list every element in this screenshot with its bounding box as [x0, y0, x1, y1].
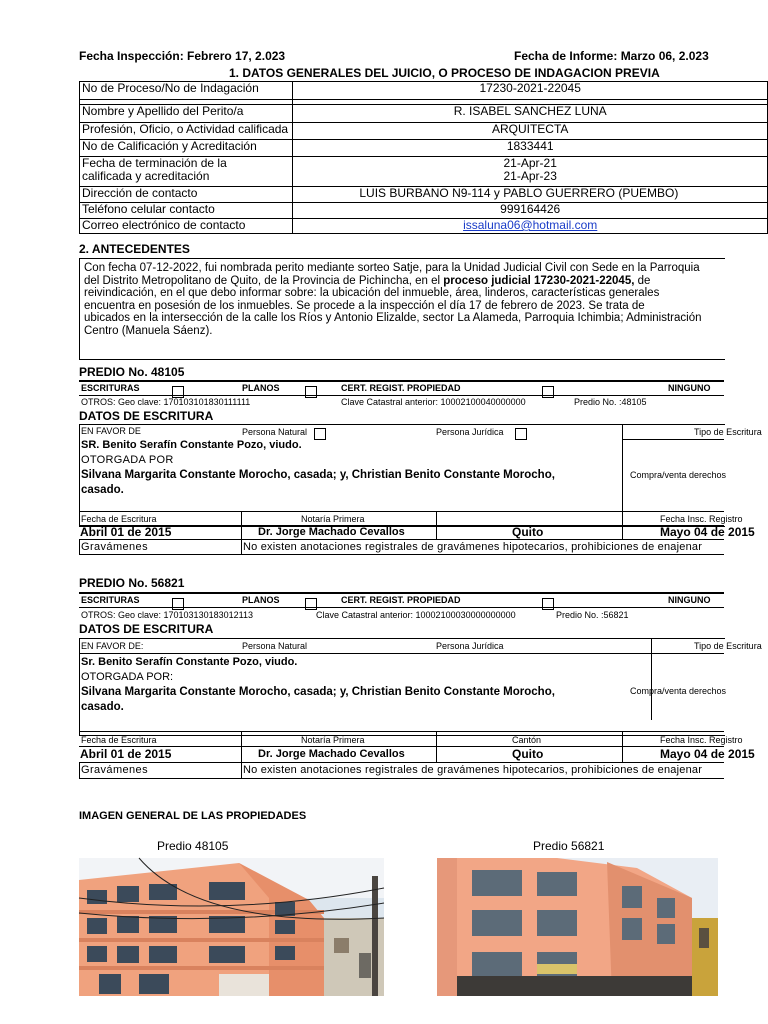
- label-fecha-terminacion: [80, 157, 293, 187]
- predio1-fecha-insc: Mayo 04 de 2015: [660, 525, 755, 539]
- predio2-persona-natural: Persona Natural: [242, 641, 308, 651]
- fecha-inspeccion: Fecha Inspección: Febrero 17, 2.023: [79, 49, 286, 63]
- predio1-ninguno: NINGUNO: [668, 383, 711, 393]
- label-proceso: No de Proceso/No de Indagación: [80, 82, 293, 100]
- antecedentes-text: [84, 262, 718, 337]
- value-calificacion: 1833441: [293, 140, 768, 157]
- predio1-persona-natural-checkbox[interactable]: [314, 428, 326, 440]
- predio2-otorgada-1: Silvana Margarita Constante Morocho, casada; y, Christian Benito Constante Morocho,: [81, 686, 555, 698]
- label-fecha-terminacion-line2: calificada y acreditación: [82, 169, 210, 183]
- predio1-persona-natural: Persona Natural: [242, 427, 308, 437]
- value-fecha-terminacion-2: 21-Apr-23: [503, 169, 557, 183]
- predio1-otros: OTROS: Geo clave: 170103101830111111: [81, 397, 251, 407]
- building-photo-1: [79, 858, 384, 996]
- predio2-clave-anterior: Clave Catastral anterior: 10002100030000000000: [316, 610, 516, 620]
- predio2-grav-label: Gravámenes: [81, 764, 148, 776]
- predio2-escrituras: ESCRITURAS: [81, 595, 140, 605]
- value-fecha-terminacion: [293, 157, 768, 187]
- predio1-tipo-value: Compra/venta derechos: [630, 470, 727, 480]
- photo-predio-56821: [437, 858, 718, 996]
- predio2-favor: Sr. Benito Serafín Constante Pozo, viudo.: [81, 656, 298, 668]
- predio1-rule-2: [79, 395, 724, 396]
- predio1-tipo-rule: [622, 439, 724, 440]
- value-fecha-terminacion-1: 21-Apr-21: [503, 156, 557, 170]
- predio1-title: PREDIO No. 48105: [79, 365, 185, 379]
- building-photo-2: [437, 858, 718, 996]
- predio1-otorgada-label: OTORGADA POR: [81, 454, 174, 466]
- predio2-fecha-rule: [79, 731, 724, 732]
- general-data-table: [79, 81, 768, 234]
- predio1-persona-juridica-checkbox[interactable]: [515, 428, 527, 440]
- antecedentes-line-4: encuentra en posesión de los inmuebles. Se procede a la inspección el día 17 de febrero de 2023. Se trata de: [84, 299, 645, 312]
- antecedentes-line-2a: del Distrito Metropolitano de Quito, de la Provincia de Pichincha, en el: [84, 274, 444, 287]
- predio2-tipo-divider: [651, 638, 652, 720]
- predio2-datos-title: DATOS DE ESCRITURA: [79, 622, 214, 636]
- predio2-canton: Quito: [512, 747, 544, 761]
- predio1-fecha-rule: [79, 511, 724, 512]
- value-direccion: LUIS BURBANO N9-114 y PABLO GUERRERO (PUEMBO): [293, 187, 768, 203]
- photo-predio-48105: [79, 858, 384, 996]
- predio2-grav-rule: [79, 762, 724, 763]
- predio1-canton: Quito: [512, 525, 544, 539]
- predio2-notario: Dr. Jorge Machado Cevallos: [258, 748, 405, 760]
- predio2-tipo-value: Compra/venta derechos: [630, 686, 727, 696]
- predio2-planos-checkbox[interactable]: [305, 598, 317, 610]
- proceso-judicial-bold: proceso judicial 17230-2021-22045,: [443, 274, 635, 287]
- predio1-fecha-label: Fecha de Escritura: [81, 514, 157, 524]
- predio1-cert-checkbox[interactable]: [542, 386, 554, 398]
- predio1-grav: No existen anotaciones registrales de gravámenes hipotecarios, prohibiciones de enajenar: [243, 541, 703, 553]
- predio1-favor: SR. Benito Serafín Constante Pozo, viudo.: [81, 439, 302, 451]
- predio1-top-rule: [79, 380, 724, 382]
- label-telefono: Teléfono celular contacto: [80, 203, 293, 219]
- predio1-otorgada-2: casado.: [81, 484, 124, 496]
- label-direccion: Dirección de contacto: [80, 187, 293, 203]
- antecedentes-line-2: [84, 275, 718, 288]
- predio1-notario: Dr. Jorge Machado Cevallos: [258, 526, 405, 538]
- predio2-cert-checkbox[interactable]: [542, 598, 554, 610]
- image-caption-1: Predio 48105: [157, 839, 229, 853]
- predio1-planos: PLANOS: [242, 383, 280, 393]
- value-correo: [293, 219, 768, 234]
- antecedentes-line-6: Centro (Manuela Sáenz).: [84, 324, 213, 337]
- images-title: IMAGEN GENERAL DE LAS PROPIEDADES: [79, 810, 307, 822]
- predio2-values-rule: [79, 746, 724, 747]
- antecedentes-title: 2. ANTECEDENTES: [79, 242, 190, 256]
- section-1-title: 1. DATOS GENERALES DEL JUICIO, O PROCESO DE INDAGACION PREVIA: [229, 66, 660, 80]
- predio2-escrituras-checkbox[interactable]: [172, 598, 184, 610]
- predio2-col-1: [241, 731, 242, 778]
- predio2-title: PREDIO No. 56821: [79, 576, 185, 590]
- fecha-informe: Fecha de Informe: Marzo 06, 2.023: [514, 49, 709, 63]
- value-telefono: 999164426: [293, 203, 768, 219]
- predio1-grav-label: Gravámenes: [81, 541, 148, 553]
- predio2-grav-left: [79, 762, 80, 779]
- predio1-bottom-rule: [79, 554, 724, 555]
- predio2-notaria-label: Notaría Primera: [301, 735, 365, 745]
- predio2-otorgada-2: casado.: [81, 701, 124, 713]
- antecedentes-line-5: ubicados en la intersección de la calle los Ríos y Antonio Elizalde, sector La Alameda, Parroquia Ichimbia; Administración: [84, 312, 702, 324]
- predio2-favor-label: EN FAVOR DE:: [81, 641, 144, 651]
- predio2-fecha: Abril 01 de 2015: [80, 747, 172, 761]
- predio2-top-rule: [79, 592, 724, 594]
- antecedentes-line-2c: de: [634, 274, 651, 287]
- label-perito: Nombre y Apellido del Perito/a: [80, 105, 293, 123]
- predio1-tipo-divider: [622, 424, 623, 511]
- predio2-otorgada-label: OTORGADA POR:: [81, 671, 174, 683]
- predio1-fecha-insc-label: Fecha Insc. Registro: [660, 514, 743, 524]
- predio1-cert: CERT. REGIST. PROPIEDAD: [341, 383, 461, 393]
- predio2-bottom-rule: [79, 778, 724, 779]
- predio2-rule-2: [79, 607, 724, 608]
- predio1-fecha: Abril 01 de 2015: [80, 525, 172, 539]
- predio2-ninguno: NINGUNO: [668, 595, 711, 605]
- value-proceso: 17230-2021-22045: [293, 82, 768, 100]
- predio2-fecha-insc-label: Fecha Insc. Registro: [660, 735, 743, 745]
- predio1-grav-rule: [79, 539, 724, 540]
- predio1-col-1: [241, 511, 242, 554]
- label-profesion: Profesión, Oficio, o Actividad calificada: [80, 123, 293, 140]
- email-link[interactable]: issaluna06@hotmail.com: [463, 218, 598, 232]
- predio1-tipo-label: Tipo de Escritura: [694, 427, 762, 437]
- predio2-persona-juridica: Persona Jurídica: [436, 641, 504, 651]
- predio1-clave-anterior: Clave Catastral anterior: 10002100040000000: [341, 397, 526, 407]
- predio1-grav-left: [79, 539, 80, 555]
- predio1-notaria-label: Notaría Primera: [301, 514, 365, 524]
- predio1-favor-label: EN FAVOR DE: [81, 426, 141, 436]
- predio2-canton-label: Cantón: [512, 735, 542, 745]
- value-profesion: ARQUITECTA: [293, 123, 768, 140]
- label-calificacion: No de Calificación y Acreditación: [80, 140, 293, 157]
- label-correo: Correo electrónico de contacto: [80, 219, 293, 234]
- predio1-predio-no: Predio No. :48105: [574, 397, 647, 407]
- image-caption-2: Predio 56821: [533, 839, 605, 853]
- predio1-planos-checkbox[interactable]: [305, 386, 317, 398]
- predio1-otorgada-1: Silvana Margarita Constante Morocho, casada; y, Christian Benito Constante Morocho,: [81, 469, 555, 481]
- predio2-fecha-insc: Mayo 04 de 2015: [660, 747, 755, 761]
- predio1-datos-title: DATOS DE ESCRITURA: [79, 409, 214, 423]
- label-fecha-terminacion-line1: Fecha de terminación de la: [82, 156, 227, 170]
- predio2-predio-no: Predio No. :56821: [556, 610, 629, 620]
- predio2-planos: PLANOS: [242, 595, 280, 605]
- value-perito: R. ISABEL SANCHEZ LUNA: [293, 105, 768, 123]
- predio2-favor-rule: [79, 653, 724, 654]
- antecedentes-line-3: reivindicación, en el que debo informar sobre: la ubicación del inmueble, área, linderos, características generales: [84, 287, 660, 299]
- predio2-fecha-label: Fecha de Escritura: [81, 735, 157, 745]
- predio2-grav: No existen anotaciones registrales de gravámenes hipotecarios, prohibiciones de enajenar: [243, 764, 703, 776]
- antecedentes-line-1: Con fecha 07-12-2022, fui nombrada perito mediante sorteo Satje, para la Unidad Judicial Civil con Sede en la Parroquia: [84, 262, 700, 274]
- predio2-tipo-label: Tipo de Escritura: [694, 641, 762, 651]
- predio1-persona-juridica: Persona Jurídica: [436, 427, 504, 437]
- predio2-cert: CERT. REGIST. PROPIEDAD: [341, 595, 461, 605]
- predio2-otros: OTROS: Geo clave: 170103130183012113: [81, 610, 253, 620]
- predio1-escrituras: ESCRITURAS: [81, 383, 140, 393]
